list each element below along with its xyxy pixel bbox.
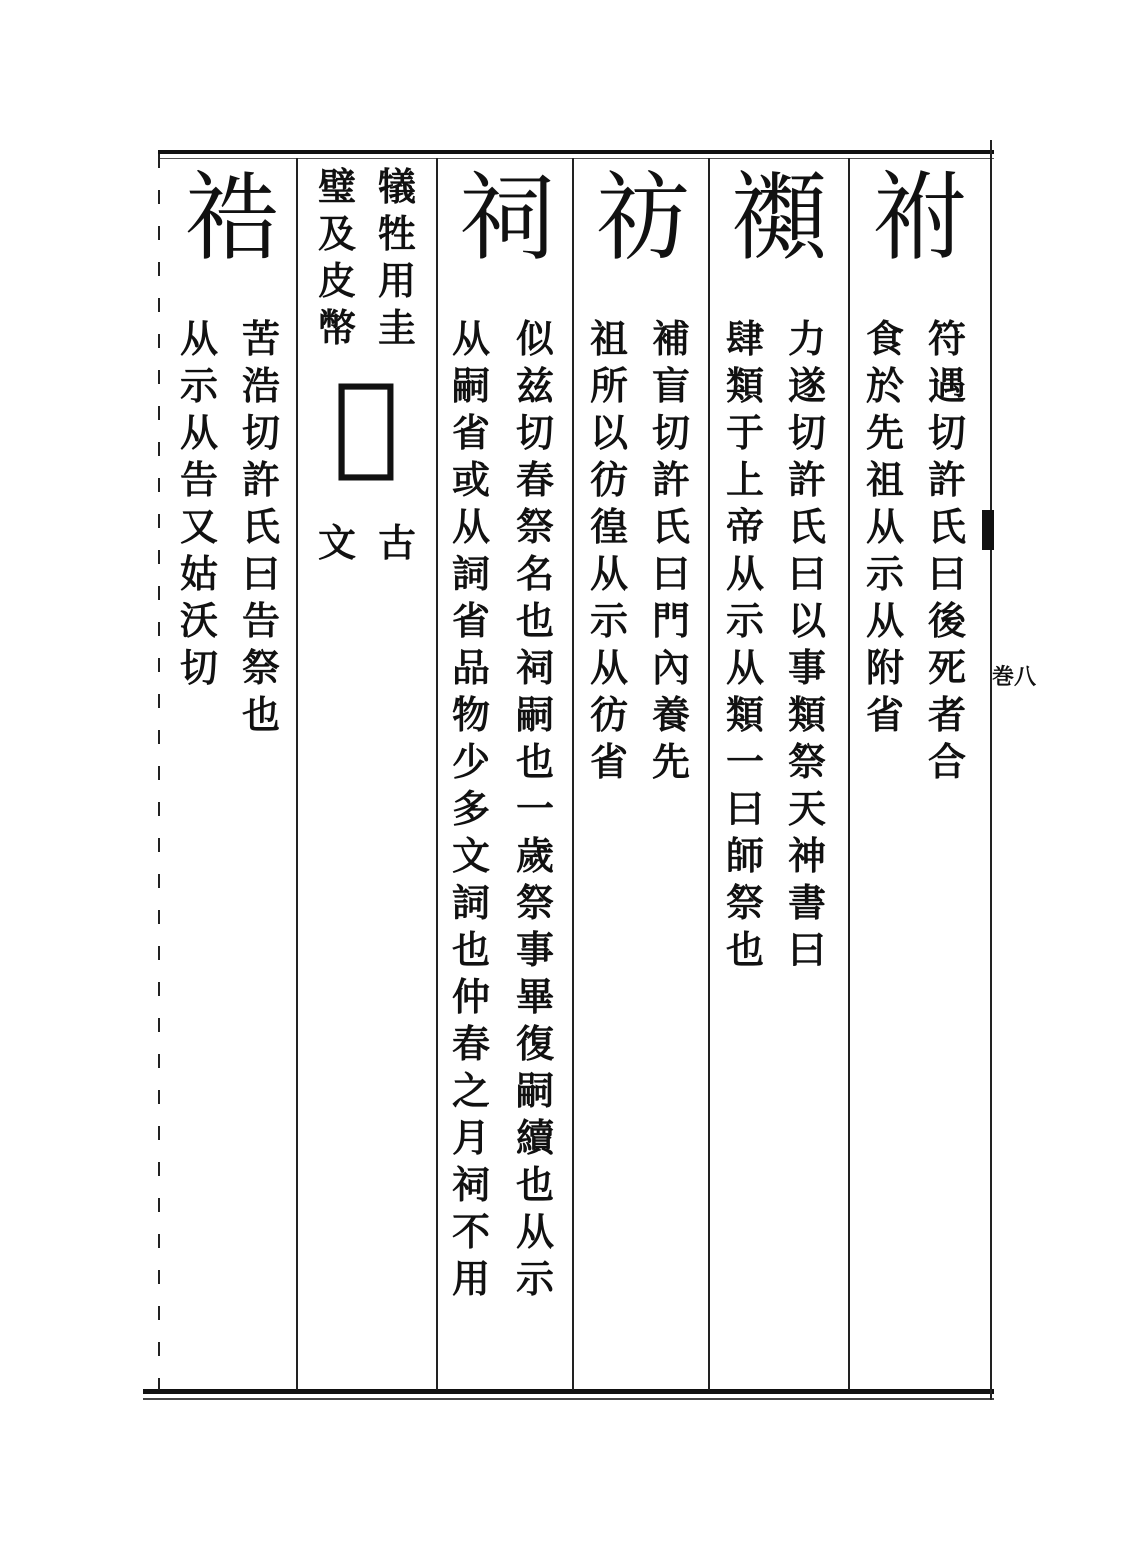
annotation-char: 祖	[865, 457, 904, 502]
annotation-char: 示	[865, 551, 904, 596]
annotation-char: 曰	[725, 786, 764, 831]
annotation-char: 食	[865, 316, 904, 361]
annotation-char: 詞	[451, 551, 490, 596]
left-margin-dashed-line	[158, 154, 160, 1390]
annotation-char: 養	[651, 692, 690, 737]
annotation-char: 月	[451, 1115, 490, 1160]
annotation-char: 苦	[241, 316, 280, 361]
annotation-char: 切	[787, 410, 826, 455]
annotation-char: 少	[451, 739, 490, 784]
annotation-char: 肆	[725, 316, 764, 361]
column-divider	[436, 158, 438, 1390]
annotation-char: 多	[451, 786, 490, 831]
entry-column-ci	[444, 162, 570, 274]
annotation-char: 者	[927, 692, 966, 737]
annotation-char: 祠	[515, 645, 554, 690]
annotation-line	[922, 316, 972, 790]
annotation-char: 先	[865, 410, 904, 455]
annotation-char: 切	[241, 410, 280, 455]
annotation-text	[927, 316, 966, 790]
annotation-char: 天	[787, 786, 826, 831]
annotation-char: 从	[179, 316, 218, 361]
annotation-char: 詞	[451, 880, 490, 925]
annotation-char: 氏	[787, 504, 826, 549]
variant-label-char: 文	[317, 520, 356, 565]
column-divider	[296, 158, 298, 1390]
variant-label	[312, 520, 362, 571]
annotation-char: 不	[451, 1209, 490, 1254]
column-divider	[572, 158, 574, 1390]
annotation-char: 後	[927, 598, 966, 643]
ancient-form-glyph	[306, 359, 426, 487]
annotation-char: 告	[241, 598, 280, 643]
annotation-char: 沃	[179, 598, 218, 643]
annotation-char: 告	[179, 457, 218, 502]
top-border-rule	[158, 150, 994, 154]
annotation-char: 祭	[515, 880, 554, 925]
annotation-char: 以	[589, 410, 628, 455]
annotation-char: 曰	[787, 927, 826, 972]
annotation-text	[787, 316, 826, 978]
annotation-char: 于	[725, 410, 764, 455]
annotation-char: 書	[787, 880, 826, 925]
annotation-text	[725, 316, 764, 978]
annotation-char: 氏	[927, 504, 966, 549]
annotation-char: 示	[725, 598, 764, 643]
annotation-char: 事	[787, 645, 826, 690]
annotation-char: 所	[589, 363, 628, 408]
annotation-char: 祖	[589, 316, 628, 361]
annotation-char: 氏	[651, 504, 690, 549]
annotation-char: 春	[515, 457, 554, 502]
annotation-char: 或	[451, 457, 490, 502]
annotation-char: 也	[451, 927, 490, 972]
annotation-text	[317, 164, 356, 356]
annotation-char: 盲	[651, 363, 690, 408]
entry-column-gao	[170, 162, 294, 274]
annotation-char: 復	[515, 1021, 554, 1066]
variant-seal-glyph: 𥙡	[332, 359, 399, 487]
annotation-line	[312, 164, 362, 356]
annotation-text	[651, 316, 690, 790]
annotation-char: 仲	[451, 974, 490, 1019]
annotation-char: 璧	[317, 164, 356, 209]
annotation-char: 似	[515, 316, 554, 361]
annotation-char: 曰	[927, 551, 966, 596]
annotation-char: 類	[787, 692, 826, 737]
annotation-char: 名	[515, 551, 554, 596]
annotation-char: 死	[927, 645, 966, 690]
annotation-char: 又	[179, 504, 218, 549]
variant-label	[372, 520, 422, 571]
annotation-char: 以	[787, 598, 826, 643]
fold-mark	[982, 510, 994, 550]
annotation-char: 切	[179, 645, 218, 690]
seal-headword: 禷	[731, 162, 827, 274]
annotation-char: 也	[241, 692, 280, 737]
annotation-char: 省	[451, 598, 490, 643]
bottom-border-rule	[143, 1389, 994, 1394]
variant-label-char: 古	[377, 520, 416, 565]
annotation-char: 从	[725, 551, 764, 596]
annotation-char: 一	[515, 786, 554, 831]
annotation-char: 內	[651, 645, 690, 690]
annotation-char: 用	[451, 1256, 490, 1301]
annotation-char: 也	[515, 739, 554, 784]
annotation-char: 門	[651, 598, 690, 643]
annotation-char: 省	[865, 692, 904, 737]
seal-headword: 祊	[595, 162, 691, 274]
annotation-char: 牲	[377, 211, 416, 256]
annotation-char: 示	[515, 1256, 554, 1301]
annotation-char: 犠	[377, 164, 416, 209]
seal-headword: 祠	[459, 162, 555, 274]
column-divider	[848, 158, 850, 1390]
annotation-char: 从	[451, 316, 490, 361]
annotation-char: 事	[515, 927, 554, 972]
annotation-char: 歲	[515, 833, 554, 878]
annotation-line	[860, 316, 910, 743]
annotation-char: 祭	[241, 645, 280, 690]
annotation-text	[451, 316, 490, 1307]
annotation-char: 續	[515, 1115, 554, 1160]
annotation-char: 物	[451, 692, 490, 737]
seal-headword: 祔	[872, 162, 968, 274]
annotation-char: 氏	[241, 504, 280, 549]
top-border-rule-inner	[158, 158, 994, 159]
annotation-char: 示	[589, 598, 628, 643]
column-divider	[708, 158, 710, 1390]
annotation-char: 祭	[787, 739, 826, 784]
annotation-char: 合	[927, 739, 966, 784]
annotation-char: 先	[651, 739, 690, 784]
annotation-char: 彷	[589, 692, 628, 737]
annotation-text	[515, 316, 554, 1307]
annotation-char: 皮	[317, 258, 356, 303]
annotation-char: 嗣	[451, 363, 490, 408]
annotation-char: 切	[927, 410, 966, 455]
entry-column-lei	[716, 162, 842, 274]
annotation-char: 从	[589, 645, 628, 690]
entry-column-fu	[860, 162, 980, 274]
annotation-char: 姑	[179, 551, 218, 596]
annotation-char: 从	[725, 645, 764, 690]
annotation-line	[720, 316, 770, 978]
annotation-char: 从	[451, 504, 490, 549]
annotation-char: 許	[787, 457, 826, 502]
annotation-char: 神	[787, 833, 826, 878]
annotation-char: 也	[725, 927, 764, 972]
annotation-text	[179, 316, 218, 696]
annotation-line	[510, 316, 560, 1307]
annotation-char: 从	[589, 551, 628, 596]
annotation-char: 兹	[515, 363, 554, 408]
annotation-char: 春	[451, 1021, 490, 1066]
annotation-char: 嗣	[515, 1068, 554, 1113]
annotation-char: 帝	[725, 504, 764, 549]
annotation-char: 从	[179, 410, 218, 455]
annotation-char: 附	[865, 645, 904, 690]
annotation-char: 曰	[241, 551, 280, 596]
annotation-char: 類	[725, 692, 764, 737]
annotation-char: 遇	[927, 363, 966, 408]
annotation-char: 也	[515, 1162, 554, 1207]
annotation-char: 於	[865, 363, 904, 408]
annotation-char: 示	[179, 363, 218, 408]
annotation-char: 類	[725, 363, 764, 408]
annotation-char: 及	[317, 211, 356, 256]
annotation-char: 畢	[515, 974, 554, 1019]
annotation-char: 省	[451, 410, 490, 455]
annotation-text	[865, 316, 904, 743]
annotation-line	[236, 316, 286, 743]
annotation-char: 祭	[515, 504, 554, 549]
annotation-char: 遂	[787, 363, 826, 408]
annotation-text	[241, 316, 280, 743]
annotation-char: 浩	[241, 363, 280, 408]
annotation-char: 用	[377, 258, 416, 303]
annotation-line	[372, 164, 422, 356]
annotation-char: 徨	[589, 504, 628, 549]
annotation-text	[377, 164, 416, 356]
annotation-char: 从	[515, 1209, 554, 1254]
annotation-char: 之	[451, 1068, 490, 1113]
annotation-char: 从	[865, 504, 904, 549]
annotation-char: 祭	[725, 880, 764, 925]
annotation-char: 曰	[651, 551, 690, 596]
annotation-char: 圭	[377, 305, 416, 350]
annotation-char: 力	[787, 316, 826, 361]
annotation-char: 符	[927, 316, 966, 361]
annotation-line	[584, 316, 634, 790]
annotation-line	[782, 316, 832, 978]
annotation-char: 許	[241, 457, 280, 502]
annotation-char: 師	[725, 833, 764, 878]
seal-headword: 祰	[184, 162, 280, 274]
annotation-char: 嗣	[515, 692, 554, 737]
annotation-char: 上	[725, 457, 764, 502]
annotation-char: 切	[515, 410, 554, 455]
annotation-line	[646, 316, 696, 790]
annotation-char: 祠	[451, 1162, 490, 1207]
annotation-char: 許	[651, 457, 690, 502]
adjacent-page-edge	[990, 140, 1012, 1400]
annotation-char: 幣	[317, 305, 356, 350]
annotation-line	[446, 316, 496, 1307]
annotation-char: 省	[589, 739, 628, 784]
annotation-char: 彷	[589, 457, 628, 502]
bottom-border-rule-inner	[143, 1398, 994, 1400]
annotation-char: 切	[651, 410, 690, 455]
annotation-char: 从	[865, 598, 904, 643]
annotation-char: 也	[515, 598, 554, 643]
annotation-char: 補	[651, 316, 690, 361]
annotation-text	[589, 316, 628, 790]
annotation-line	[174, 316, 224, 696]
entry-column-beng	[580, 162, 706, 274]
adjacent-page-fragment: 巻八	[992, 664, 1037, 690]
annotation-char: 文	[451, 833, 490, 878]
annotation-char: 品	[451, 645, 490, 690]
annotation-char: 一	[725, 739, 764, 784]
annotation-char: 許	[927, 457, 966, 502]
annotation-char: 曰	[787, 551, 826, 596]
